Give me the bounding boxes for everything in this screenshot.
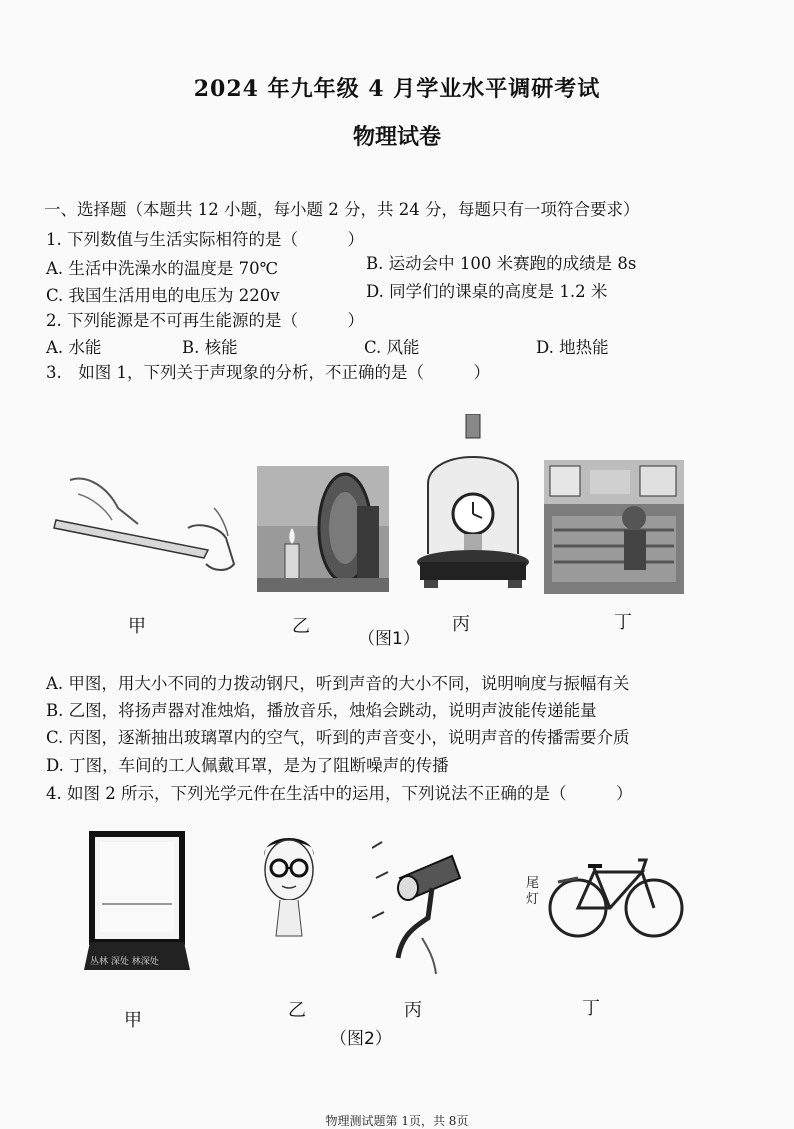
question-1-option-b: B. 运动会中 100 米赛跑的成绩是 8s [366, 254, 637, 273]
figure1-caption: （图1） [358, 629, 420, 649]
figure2-glasses-boy-picture [252, 826, 326, 944]
question-1-option-d: D. 同学们的课桌的高度是 1.2 米 [366, 282, 608, 301]
figure2-camera-picture [372, 838, 462, 978]
figure1-label-yi: 乙 [292, 616, 310, 637]
question-3-stem: 3. 如图 1，下列关于声现象的分析，不正确的是（ ） [46, 363, 490, 382]
figure1-label-bing: 丙 [452, 614, 470, 635]
figure1-speaker-candle-picture [257, 466, 389, 592]
page-footer: 物理测试题第 1页，共 8页 [325, 1114, 469, 1128]
question-2-option-b: B. 核能 [182, 338, 238, 357]
question-3-option-d: D. 丁图，车间的工人佩戴耳罩，是为了阻断噪声的传播 [46, 756, 449, 775]
question-2-option-c: C. 风能 [364, 338, 420, 357]
section-heading: 一、选择题（本题共 12 小题，每小题 2 分，共 24 分，每题只有一项符合要求） [44, 200, 640, 219]
question-3-option-b: B. 乙图，将扬声器对准烛焰，播放音乐，烛焰会跳动，说明声波能传递能量 [46, 701, 597, 720]
figure2-label-ding: 丁 [582, 998, 600, 1019]
question-1-stem: 1. 下列数值与生活实际相符的是（ ） [46, 230, 364, 249]
question-1-option-c: C. 我国生活用电的电压为 220v [46, 286, 280, 305]
figure1-label-ding: 丁 [614, 612, 632, 633]
exam-title: 2024 年九年级 4 月学业水平调研考试 [193, 76, 601, 102]
question-1-option-a: A. 生活中洗澡水的温度是 70℃ [46, 259, 279, 278]
question-3-option-a: A. 甲图，用大小不同的力拨动钢尺，听到声音的大小不同，说明响度与振幅有关 [46, 674, 630, 693]
figure2-label-yi: 乙 [288, 1000, 306, 1021]
paper-subtitle: 物理试卷 [352, 124, 441, 150]
mirror-base-text: 丛林 深处 林深处 [90, 957, 159, 967]
figure1-factory-worker-picture [544, 460, 684, 594]
question-3-option-c: C. 丙图，逐渐抽出玻璃罩内的空气，听到的声音变小，说明声音的传播需要介质 [46, 728, 630, 747]
figure2-label-jia: 甲 [124, 1010, 142, 1031]
question-4-stem: 4. 如图 2 所示，下列光学元件在生活中的运用，下列说法不正确的是（ ） [46, 784, 633, 803]
figure2-caption: （图2） [330, 1029, 392, 1049]
figure2-bicycle-picture [548, 838, 684, 948]
question-2-option-d: D. 地热能 [536, 338, 609, 357]
figure1-bell-jar-picture [414, 414, 532, 590]
question-2-stem: 2. 下列能源是不可再生能源的是（ ） [46, 311, 364, 330]
figure1-label-jia: 甲 [128, 616, 146, 637]
figure1-ruler-picture [48, 468, 244, 588]
question-2-option-a: A. 水能 [46, 338, 102, 357]
figure2-label-bing: 丙 [404, 1000, 422, 1021]
tail-light-label: 尾 灯 [526, 876, 540, 907]
